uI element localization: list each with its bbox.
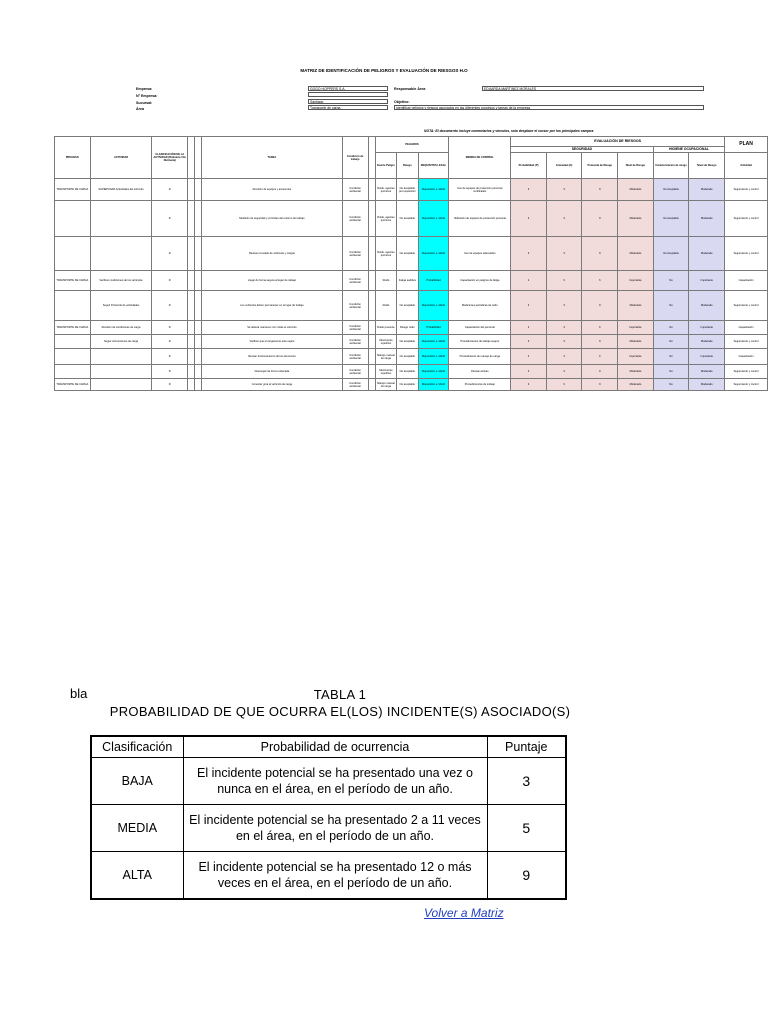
cell-empty[interactable] — [188, 349, 195, 365]
label-n-empresa: N° Empresa: — [136, 94, 158, 98]
cell-fuente[interactable]: Ruido, agentes químicos — [375, 237, 396, 271]
cell-fuente[interactable]: Ruido — [375, 291, 396, 321]
cell-h1[interactable]: No — [653, 291, 689, 321]
cell-tarea[interactable]: Revisar funcionamiento de los elementos — [202, 349, 342, 365]
header-evaluacion: EVALUACIÓN DE RIESGOS — [511, 137, 725, 147]
header-actividad-mejora: Actividad — [725, 153, 768, 179]
cell-p[interactable]: 2 — [511, 271, 547, 291]
cell-plan[interactable]: Seguimiento y control — [725, 201, 768, 237]
cell-tarea[interactable]: Verificar que el cargamento esté sujeto — [202, 335, 342, 349]
cell-plan[interactable]: Seguimiento y control — [725, 379, 768, 391]
cell-actividad[interactable]: Seguir Protocolo de actividades — [90, 291, 152, 321]
cell-norma[interactable]: Disposición e. Medir — [418, 335, 449, 349]
cell-nivel[interactable]: Moderado — [618, 335, 654, 349]
header-potencial: Potencial de Riesgo — [582, 153, 618, 179]
cell-p[interactable]: 3 — [511, 179, 547, 201]
table-row — [55, 291, 768, 321]
cell-g[interactable]: 3 — [546, 379, 582, 391]
cell-pr[interactable]: 9 — [582, 179, 618, 201]
cell-control[interactable]: Uso de equipos adecuados — [449, 237, 511, 271]
cell-empty[interactable] — [188, 365, 195, 379]
cell-plan[interactable]: Seguimiento y control — [725, 291, 768, 321]
sucursal-value[interactable]: Santiago — [308, 99, 388, 104]
cell-h1[interactable]: No — [653, 321, 689, 335]
matrix-title: MATRIZ DE IDENTIFICACIÓN DE PELIGROS Y EVALUACIÓN DE RIESGOS H.O — [300, 68, 468, 73]
header-fuente: Fuente Peligro — [375, 153, 396, 179]
cell-cond[interactable]: Condición ambiental — [342, 201, 368, 237]
header-clasificacion: CLASIFICACIÓN DE LA ACTIVIDAD (Rutinaria / No Rutinaria) — [152, 137, 188, 179]
cell-nivel[interactable]: Importante — [618, 321, 654, 335]
cell-rut[interactable]: R — [152, 365, 188, 379]
matrix-body — [55, 179, 768, 391]
table-row — [55, 365, 768, 379]
cell-pr[interactable]: 9 — [582, 237, 618, 271]
cell-pr[interactable]: 6 — [582, 271, 618, 291]
cell-norma[interactable]: Disposición e. Medir — [418, 379, 449, 391]
cell-empty[interactable] — [195, 201, 202, 237]
cell-g[interactable]: 3 — [546, 201, 582, 237]
cell-h2[interactable]: Moderado — [689, 179, 725, 201]
cell-plan[interactable]: Seguimiento y control — [725, 365, 768, 379]
cell-p[interactable]: 3 — [511, 365, 547, 379]
empresa-value[interactable]: GOGO HOPPERS S.A. — [308, 86, 388, 91]
header-riesgo: Riesgo — [397, 153, 418, 179]
cell-norma[interactable]: Disposición e. Medir — [418, 179, 449, 201]
cell-empty[interactable] — [368, 271, 375, 291]
cell-norma[interactable]: Disposición e. Medir — [418, 291, 449, 321]
cell-h2[interactable]: Moderado — [689, 201, 725, 237]
cell-cond[interactable]: Condición ambiental — [342, 271, 368, 291]
cell-empty[interactable] — [195, 365, 202, 379]
cell-control[interactable]: Procedimientos de trabajo seguro — [449, 335, 511, 349]
cell-control[interactable]: Utilización de equipos de protección personal — [449, 201, 511, 237]
cell-cond[interactable]: Condición ambiental — [342, 349, 368, 365]
cell-nivel[interactable]: Moderado — [618, 379, 654, 391]
table1-heading: TABLA 1 — [313, 687, 367, 702]
table-row — [91, 852, 566, 900]
cell-proceso[interactable]: TRANSPORTE DE CARGA — [55, 379, 91, 391]
cell-riesgo[interactable]: No aceptable — [397, 237, 418, 271]
descripcion-cell: El incidente potencial se ha presentado una vez o nunca en el área, en el período de un año. — [183, 758, 487, 805]
cell-tarea[interactable]: Los vehículos deben permanecer en el lugar de trabajo — [202, 291, 342, 321]
table1-subtitle: PROBABILIDAD DE QUE OCURRA EL(LOS) INCIDENTE(S) ASOCIADO(S) — [109, 704, 571, 719]
cell-fuente[interactable]: Ruido, agentes químicos — [375, 201, 396, 237]
cell-tarea[interactable]: Conectar grúa al vehículo de carga — [202, 379, 342, 391]
cell-pr[interactable]: 9 — [582, 291, 618, 321]
cell-rut[interactable]: R — [152, 335, 188, 349]
header-puntaje-t1: Puntaje — [487, 736, 566, 758]
cell-p[interactable]: 3 — [511, 237, 547, 271]
table-row — [55, 321, 768, 335]
cell-plan[interactable]: Seguimiento y control — [725, 179, 768, 201]
cell-proceso[interactable]: TRANSPORTE DE CARGA — [55, 271, 91, 291]
cell-proceso[interactable] — [55, 201, 91, 237]
table-row — [91, 758, 566, 805]
cell-cond[interactable]: Condición ambiental — [342, 237, 368, 271]
table-row — [55, 271, 768, 291]
cell-norma[interactable]: Probabilidad — [418, 321, 449, 335]
header-probabilidad: Probabilidad (P) — [511, 153, 547, 179]
cell-g[interactable]: 3 — [546, 291, 582, 321]
cell-rut[interactable]: R — [152, 237, 188, 271]
cell-tarea[interactable]: Revisar el estado de vehículos y cargas — [202, 237, 342, 271]
cell-empty[interactable] — [188, 201, 195, 237]
cell-actividad[interactable]: Verificar condiciones de los vehículos — [90, 271, 152, 291]
cell-cond[interactable]: Condición ambiental — [342, 291, 368, 321]
cell-nivel[interactable]: Moderado — [618, 365, 654, 379]
cell-riesgo[interactable]: No aceptable — [397, 365, 418, 379]
matrix-note: NOTA: El documento incluye comentarios y vínculos, solo desplace el cursor por los principales campos — [424, 129, 594, 133]
cell-control[interactable]: Capacitación del personal — [449, 321, 511, 335]
cell-fuente[interactable]: Ruido — [375, 271, 396, 291]
cell-plan[interactable]: Capacitación — [725, 271, 768, 291]
cell-norma[interactable]: Probabilidad — [418, 271, 449, 291]
cell-rut[interactable]: R — [152, 379, 188, 391]
responsable-value[interactable]: EDUARDA MARTINEZ MORALES — [482, 86, 704, 91]
cell-h1[interactable]: No — [653, 335, 689, 349]
cell-fuente[interactable]: Manejo manual de carga — [375, 349, 396, 365]
cell-g[interactable]: 3 — [546, 349, 582, 365]
cell-empty[interactable] — [188, 179, 195, 201]
header-proceso: PROCESO — [55, 137, 91, 179]
table1-title — [90, 686, 590, 720]
cell-empty[interactable] — [195, 271, 202, 291]
cell-nivel[interactable]: Moderado — [618, 179, 654, 201]
cell-proceso[interactable]: TRANSPORTE DE CARGA — [55, 321, 91, 335]
cell-cond[interactable]: Condición ambiental — [342, 379, 368, 391]
cell-actividad[interactable] — [90, 379, 152, 391]
cell-fragment-text: bla — [70, 686, 88, 701]
cell-g[interactable]: 3 — [546, 179, 582, 201]
cell-empty[interactable] — [188, 379, 195, 391]
cell-empty[interactable] — [195, 321, 202, 335]
cell-empty[interactable] — [188, 291, 195, 321]
cell-h2[interactable]: Moderado — [689, 237, 725, 271]
cell-p[interactable]: 3 — [511, 335, 547, 349]
cell-cond[interactable]: Condición ambiental — [342, 335, 368, 349]
objetivo-value[interactable]: Identificar peligros y riesgos asociados en las diferentes procesos y tareas de la empresa — [394, 105, 704, 110]
cell-h2[interactable]: Moderado — [689, 365, 725, 379]
cell-rut[interactable]: R — [152, 179, 188, 201]
cell-g[interactable]: 3 — [546, 321, 582, 335]
cell-fuente[interactable]: Movimiento repetitivo — [375, 365, 396, 379]
cell-rut[interactable]: R — [152, 349, 188, 365]
cell-fuente[interactable]: Manejo manual de carga — [375, 379, 396, 391]
clasificacion-cell: BAJA — [91, 758, 183, 805]
header-clasificacion-t1: Clasificación — [91, 736, 183, 758]
cell-empty[interactable] — [188, 335, 195, 349]
cell-control[interactable]: Pausas activas — [449, 365, 511, 379]
cell-empty[interactable] — [368, 179, 375, 201]
header-probabilidad-t1: Probabilidad de ocurrencia — [183, 736, 487, 758]
table-row — [55, 335, 768, 349]
cell-actividad[interactable]: SUPERVISAR Actividades del vehículo — [90, 179, 152, 201]
cell-empty[interactable] — [368, 349, 375, 365]
cell-pr[interactable]: 9 — [582, 365, 618, 379]
cell-p[interactable]: 2 — [511, 321, 547, 335]
header-col-nrut — [195, 137, 202, 179]
cell-p[interactable]: 3 — [511, 291, 547, 321]
cell-riesgo[interactable]: No aceptable — [397, 379, 418, 391]
table-row — [55, 379, 768, 391]
cell-actividad[interactable] — [90, 201, 152, 237]
cell-h1[interactable]: No Aceptable — [653, 201, 689, 237]
cell-riesgo[interactable]: No aceptable — [397, 335, 418, 349]
cell-pr[interactable]: 9 — [582, 201, 618, 237]
cell-tarea[interactable]: Se deberá mantener con cuñas el vehículo — [202, 321, 342, 335]
cell-empty[interactable] — [195, 349, 202, 365]
cell-tarea[interactable]: Llegar de forma segura al lugar de trabajo — [202, 271, 342, 291]
header-nivel-riesgo: Nivel de Riesgo — [689, 153, 725, 179]
header-col-n — [368, 137, 375, 179]
cell-control[interactable]: Uso de equipos de protección personal certificados — [449, 179, 511, 201]
cell-empty[interactable] — [368, 291, 375, 321]
cell-g[interactable]: 3 — [546, 237, 582, 271]
cell-empty[interactable] — [188, 271, 195, 291]
cell-h1[interactable]: No — [653, 271, 689, 291]
cell-actividad[interactable] — [90, 237, 152, 271]
cell-empty[interactable] — [368, 335, 375, 349]
cell-g[interactable]: 3 — [546, 271, 582, 291]
cell-rut[interactable]: R — [152, 271, 188, 291]
cell-tarea[interactable]: Revisión de equipos y accesorios — [202, 179, 342, 201]
cell-fuente[interactable]: Movimiento repetitivo — [375, 335, 396, 349]
cell-h2[interactable]: Importante — [689, 321, 725, 335]
header-condicion: Condición de trabajo — [342, 137, 368, 179]
cell-riesgo[interactable]: Fatiga auditiva — [397, 271, 418, 291]
header-actividad: ACTIVIDAD — [90, 137, 152, 179]
cell-plan[interactable]: Seguimiento y control — [725, 335, 768, 349]
cell-riesgo[interactable]: No aceptable — [397, 291, 418, 321]
cell-h2[interactable]: Moderado — [689, 379, 725, 391]
cell-g[interactable]: 3 — [546, 335, 582, 349]
cell-cond[interactable]: Condición ambiental — [342, 179, 368, 201]
probability-table — [90, 735, 567, 900]
cell-empty[interactable] — [368, 321, 375, 335]
label-sucursal: Sucursal: — [136, 101, 153, 105]
cell-norma[interactable]: Disposición e. Medir — [418, 201, 449, 237]
cell-actividad[interactable]: Revisión de condiciones de carga — [90, 321, 152, 335]
cell-plan[interactable]: Seguimiento y control — [725, 237, 768, 271]
cell-empty[interactable] — [368, 237, 375, 271]
cell-h1[interactable]: No — [653, 365, 689, 379]
cell-nivel[interactable]: Moderado — [618, 237, 654, 271]
clasificacion-cell: MEDIA — [91, 805, 183, 852]
cell-proceso[interactable] — [55, 237, 91, 271]
header-caracterizacion: Caracterización de riesgo — [653, 153, 689, 179]
risk-matrix-table — [54, 136, 768, 391]
cell-empty[interactable] — [368, 201, 375, 237]
table-row — [91, 805, 566, 852]
cell-h2[interactable]: Moderado — [689, 291, 725, 321]
cell-nivel[interactable]: Importante — [618, 271, 654, 291]
cell-actividad[interactable] — [90, 349, 152, 365]
cell-proceso[interactable] — [55, 365, 91, 379]
cell-pr[interactable]: 9 — [582, 379, 618, 391]
header-seguridad: SEGURIDAD — [511, 147, 654, 153]
clasificacion-cell: ALTA — [91, 852, 183, 900]
cell-empty[interactable] — [195, 335, 202, 349]
header-medidas: MEDIDA DE CONTROL — [449, 137, 511, 179]
cell-empty[interactable] — [368, 365, 375, 379]
cell-h1[interactable]: No — [653, 349, 689, 365]
cell-empty[interactable] — [195, 379, 202, 391]
cell-control[interactable]: Procedimientos de trabajo — [449, 379, 511, 391]
cell-h2[interactable]: Moderado — [689, 335, 725, 349]
cell-rut[interactable]: R — [152, 201, 188, 237]
cell-g[interactable]: 3 — [546, 365, 582, 379]
puntaje-cell: 3 — [487, 758, 566, 805]
cell-riesgo[interactable]: No aceptable — [397, 201, 418, 237]
cell-empty[interactable] — [195, 237, 202, 271]
cell-control[interactable]: Capacitación en peligros de fatiga — [449, 271, 511, 291]
cell-riesgo[interactable]: No aceptable — [397, 349, 418, 365]
cell-pr[interactable]: 6 — [582, 349, 618, 365]
cell-norma[interactable]: Disposición e. Medir — [418, 237, 449, 271]
header-peligros: PELIGROS — [375, 137, 449, 153]
label-objetivo: Objetivo: — [394, 100, 410, 104]
header-higiene: HIGIENE OCUPACIONAL — [653, 147, 724, 153]
cell-h1[interactable]: No — [653, 379, 689, 391]
cell-actividad[interactable] — [90, 365, 152, 379]
cell-empty[interactable] — [188, 321, 195, 335]
cell-empty[interactable] — [188, 237, 195, 271]
table-row — [55, 237, 768, 271]
cell-proceso[interactable] — [55, 291, 91, 321]
cell-fuente[interactable]: Ruido presente — [375, 321, 396, 335]
cell-p[interactable]: 2 — [511, 349, 547, 365]
header-gravedad: Gravedad (G) — [546, 153, 582, 179]
n-empresa-value[interactable] — [308, 92, 388, 97]
cell-cond[interactable]: Condición ambiental — [342, 321, 368, 335]
cell-actividad[interactable]: Seguir instrucciones de carga — [90, 335, 152, 349]
label-responsable: Responsable Área — [394, 87, 426, 91]
cell-plan[interactable]: Capacitación — [725, 321, 768, 335]
cell-norma[interactable]: Disposición e. Medir — [418, 349, 449, 365]
descripcion-cell: El incidente potencial se ha presentado 2 a 11 veces en el área, en el período de un año. — [183, 805, 487, 852]
cell-riesgo[interactable]: No aceptable por exposición — [397, 179, 418, 201]
cell-pr[interactable]: 6 — [582, 321, 618, 335]
header-requisitos: REQUISITOS LEGAL — [418, 153, 449, 179]
puntaje-cell: 9 — [487, 852, 566, 900]
table-row — [55, 349, 768, 365]
cell-proceso[interactable] — [55, 349, 91, 365]
cell-tarea[interactable]: Descargar de forma ordenada — [202, 365, 342, 379]
label-area: Área — [136, 107, 144, 111]
back-to-matrix-link[interactable]: Volver a Matriz — [424, 906, 504, 920]
cell-tarea[interactable]: Medición de seguridad y controles del entorno de trabajo — [202, 201, 342, 237]
label-empresa: Empresa: — [136, 87, 153, 91]
cell-nivel[interactable]: Moderado — [618, 291, 654, 321]
cell-empty[interactable] — [195, 291, 202, 321]
cell-pr[interactable]: 9 — [582, 335, 618, 349]
cell-plan[interactable]: Capacitación — [725, 349, 768, 365]
area-value[interactable]: Transporte de carga — [308, 105, 388, 110]
cell-cond[interactable]: Condición ambiental — [342, 365, 368, 379]
cell-nivel[interactable]: Moderado — [618, 201, 654, 237]
cell-fuente[interactable]: Ruido, agentes químicos — [375, 179, 396, 201]
cell-riesgo[interactable]: Riesgo ruido — [397, 321, 418, 335]
header-col-rut — [188, 137, 195, 179]
header-tarea: TAREA — [202, 137, 342, 179]
cell-rut[interactable]: R — [152, 291, 188, 321]
cell-control[interactable]: Procedimiento de manejo de carga — [449, 349, 511, 365]
cell-proceso[interactable]: TRANSPORTE DE CARGA — [55, 179, 91, 201]
cell-norma[interactable]: Disposición e. Medir — [418, 365, 449, 379]
cell-empty[interactable] — [195, 179, 202, 201]
cell-h2[interactable]: Importante — [689, 349, 725, 365]
cell-h1[interactable]: No Aceptable — [653, 237, 689, 271]
cell-rut[interactable]: R — [152, 321, 188, 335]
puntaje-cell: 5 — [487, 805, 566, 852]
header-nivel: Nivel de Riesgo — [618, 153, 654, 179]
cell-nivel[interactable]: Importante — [618, 349, 654, 365]
cell-proceso[interactable] — [55, 335, 91, 349]
descripcion-cell: El incidente potencial se ha presentado 12 o más veces en el área, en el período de un año. — [183, 852, 487, 900]
header-plan: PLAN — [725, 137, 768, 153]
table-row — [55, 179, 768, 201]
cell-h2[interactable]: Importante — [689, 271, 725, 291]
cell-p[interactable]: 3 — [511, 379, 547, 391]
table-row — [55, 201, 768, 237]
cell-control[interactable]: Mediciones periódicas de ruido — [449, 291, 511, 321]
cell-h1[interactable]: No Aceptable — [653, 179, 689, 201]
cell-p[interactable]: 3 — [511, 201, 547, 237]
cell-empty[interactable] — [368, 379, 375, 391]
